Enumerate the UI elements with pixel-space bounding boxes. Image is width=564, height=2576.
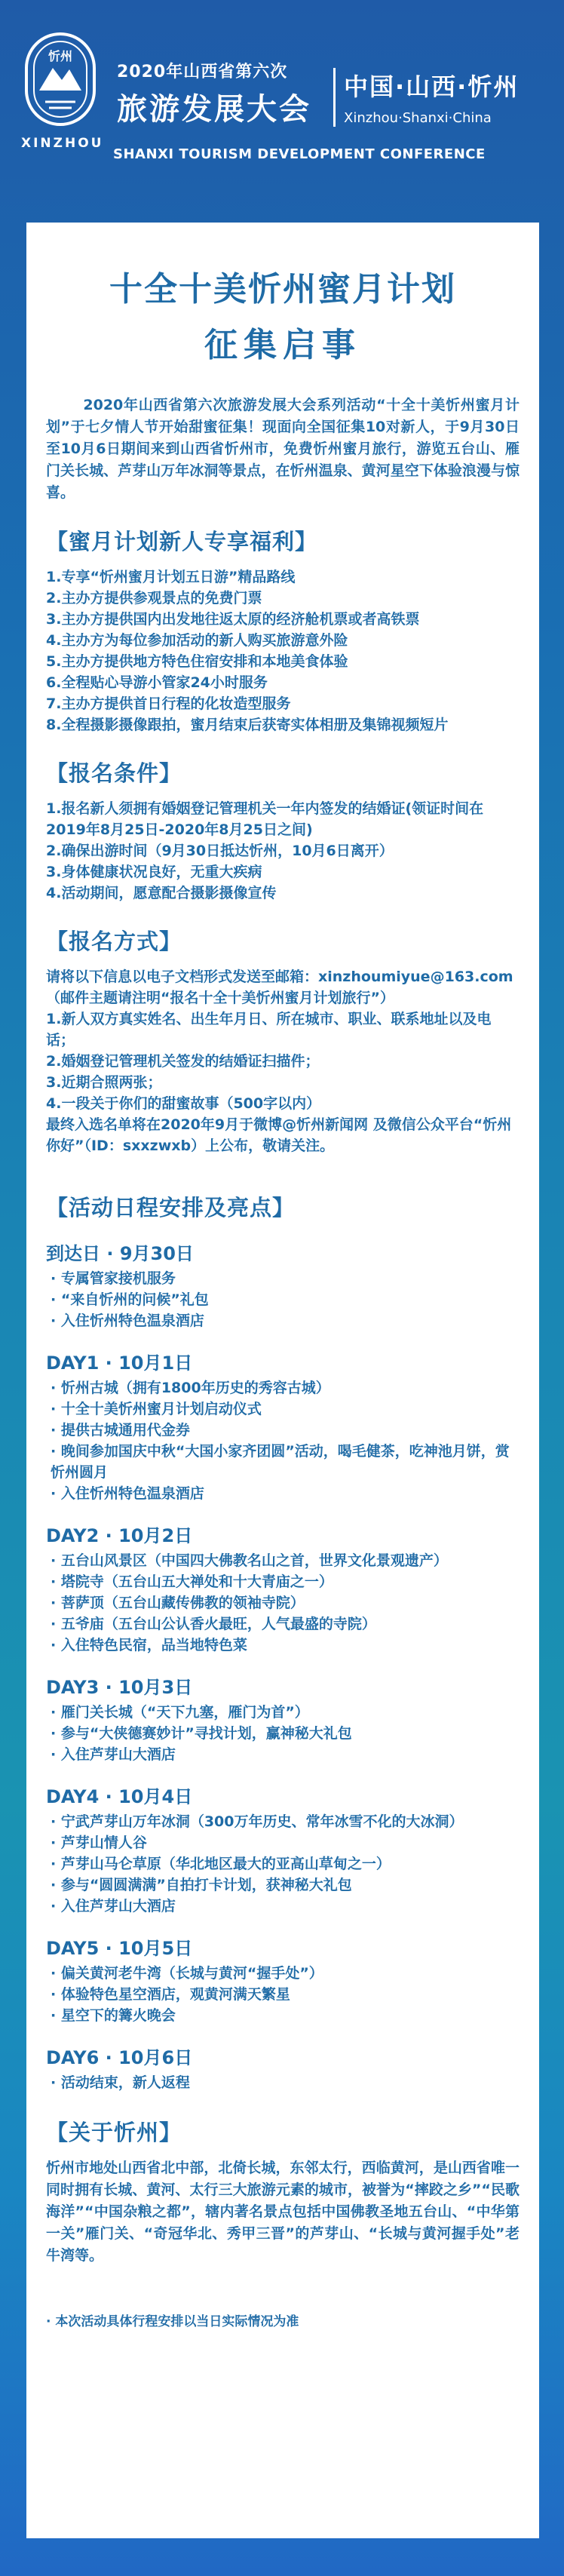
header-banner (0, 0, 564, 204)
day-item: · 芦芽山情人谷 (51, 1835, 147, 1851)
event-line2: 旅游发展大会 (117, 92, 311, 127)
list-item: 2.主办方提供参观景点的免费门票 (46, 590, 262, 606)
list-item: 1.新人双方真实姓名、出生年月日、所在城市、职业、联系地址以及电话； (46, 1011, 492, 1049)
list-item: 请将以下信息以电子文档形式发送至邮箱：xinzhoumiyue@163.com（邮件主题请注明“报名十全十美忻州蜜月计划旅行”） (46, 969, 513, 1006)
day-item: · 专属管家接机服务 (51, 1270, 176, 1287)
list-item: 8.全程摄影摄像跟拍，蜜月结束后获寄实体相册及集锦视频短片 (46, 717, 449, 733)
event-line1: 2020年山西省第六次 (117, 63, 288, 81)
list-item: 2.确保出游时间（9月30日抵达忻州，10月6日离开） (46, 843, 394, 859)
footer-note: · 本次活动具体行程安排以当日实际情况为准 (46, 2314, 299, 2329)
list-item: 5.主办方提供地方特色住宿安排和本地美食体验 (46, 653, 348, 670)
day-item: · 塔院寺（五台山五大禅处和十大青庙之一） (51, 1574, 333, 1590)
schedule-day (46, 1672, 520, 1765)
day-item: · 宁武芦芽山万年冰洞（300万年历史、常年冰雪不化的大冰洞） (51, 1813, 464, 1830)
list-item: 6.全程贴心导游小管家24小时服务 (46, 674, 268, 691)
day-item: · 入住忻州特色温泉酒店 (51, 1313, 204, 1329)
list-item: 1.专享“忻州蜜月计划五日游”精品路线 (46, 569, 296, 585)
list-item: 3.近期合照两张； (46, 1074, 162, 1091)
schedule-day (46, 1521, 520, 1656)
schedule-title: 【活动日程安排及亮点】 (46, 1195, 296, 1220)
day-item: · 十全十美忻州蜜月计划启动仪式 (51, 1401, 262, 1417)
day-item: · 晚间参加国庆中秋“大国小家齐团圆”活动，喝毛健茶，吃神池月饼，赏忻州圆月 (51, 1443, 510, 1481)
day-item: · 入住芦芽山大酒店 (51, 1746, 176, 1763)
day-item: · 星空下的篝火晚会 (51, 2007, 176, 2024)
logo-text: XINZHOU (21, 136, 104, 151)
day-title: DAY5 · 10月5日 (46, 1938, 193, 1959)
event-title (117, 59, 311, 128)
day-title: 到达日 · 9月30日 (46, 1243, 194, 1264)
schedule-day (46, 1239, 520, 1331)
xinzhou-logo-icon (23, 30, 98, 143)
day-item: · 入住特色民宿，品当地特色菜 (51, 1637, 247, 1653)
schedule-day (46, 1348, 520, 1504)
content-card (26, 223, 539, 2538)
header-divider (333, 68, 336, 127)
day-title: DAY3 · 10月3日 (46, 1677, 193, 1698)
intro-paragraph: 2020年山西省第六次旅游发展大会系列活动“十全十美忻州蜜月计划”于七夕情人节开始甜蜜征集！现面向全国征集10对新人，于9月30日至10月6日期间来到山西省忻州市，免费忻州蜜月旅行，游览五台山、雁门关长城、芦芽山万年冰洞等景点，在忻州温泉、黄河星空下体验浪漫与惊喜。 (46, 397, 520, 501)
list-item: 1.报名新人须拥有婚姻登记管理机关一年内签发的结婚证(领证时间在2019年8月25日-2020年8月25日之间) (46, 800, 484, 838)
day-item: · 入住忻州特色温泉酒店 (51, 1485, 204, 1502)
page-subtitle: 征集启事 (204, 326, 361, 364)
list-item: 3.主办方提供国内出发地往返太原的经济舱机票或者高铁票 (46, 611, 420, 628)
conference-name-en: SHANXI TOURISM DEVELOPMENT CONFERENCE (113, 146, 486, 162)
svg-text:忻州: 忻州 (48, 49, 73, 63)
benefits-list (46, 566, 520, 735)
list-item: 最终入选名单将在2020年9月于微博@忻州新闻网 及微信公众平台“忻州你好”（ID：sxxzwxb）上公布，敬请关注。 (46, 1116, 512, 1154)
benefits-title: 【蜜月计划新人专享福利】 (46, 529, 318, 554)
apply-list (46, 966, 520, 1156)
schedule-day (46, 1782, 520, 1917)
day-item: · 忻州古城（拥有1800年历史的秀容古城） (51, 1380, 330, 1396)
conditions-title: 【报名条件】 (46, 760, 182, 786)
day-item: · 活动结束，新人返程 (51, 2074, 190, 2091)
location-en: Xinzhou·Shanxi·China (344, 110, 492, 126)
schedule-day (46, 2043, 520, 2093)
day-item: · 菩萨顶（五台山藏传佛教的领袖寺院） (51, 1595, 305, 1611)
conditions-list (46, 798, 520, 904)
location-cn: 中国·山西·忻州 (344, 72, 520, 101)
list-item: 4.主办方为每位参加活动的新人购买旅游意外险 (46, 632, 348, 649)
day-item: · 五台山风景区（中国四大佛教名山之首，世界文化景观遗产） (51, 1552, 448, 1569)
day-item: · 雁门关长城（“天下九塞，雁门为首”） (51, 1704, 309, 1721)
day-item: · 五爷庙（五台山公认香火最旺，人气最盛的寺院） (51, 1616, 376, 1632)
day-item: · 参与“圆圆满满”自拍打卡计划，获神秘大礼包 (51, 1877, 352, 1893)
day-item: · 入住芦芽山大酒店 (51, 1898, 176, 1914)
about-title: 【关于忻州】 (46, 2120, 182, 2145)
apply-title: 【报名方式】 (46, 929, 182, 954)
day-item: · 参与“大侠德赛妙计”寻找计划，赢神秘大礼包 (51, 1725, 352, 1742)
day-item: · “来自忻州的问候”礼包 (51, 1291, 209, 1308)
day-title: DAY6 · 10月6日 (46, 2047, 193, 2068)
list-item: 7.主办方提供首日行程的化妆造型服务 (46, 695, 291, 712)
about-paragraph: 忻州市地处山西省北中部，北倚长城，东邻太行，西临黄河，是山西省唯一同时拥有长城、黄河、太行三大旅游元素的城市，被誉为“摔跤之乡”“民歌海洋”“中国杂粮之都”，辖内著名景点包括中国佛教圣地五台山、“中华第一关”雁门关、“奇冠华北、秀甲三晋”的芦芽山、“长城与黄河握手处”老牛湾等。 (46, 2160, 520, 2264)
day-item: · 芦芽山马仑草原（华北地区最大的亚高山草甸之一） (51, 1856, 391, 1872)
day-title: DAY2 · 10月2日 (46, 1525, 193, 1546)
schedule-day (46, 1933, 520, 2026)
day-item: · 提供古城通用代金券 (51, 1422, 190, 1438)
day-item: · 体验特色星空酒店，观黄河满天繁星 (51, 1986, 290, 2003)
day-item: · 偏关黄河老牛湾（长城与黄河“握手处”） (51, 1965, 323, 1982)
list-item: 4.一段关于你们的甜蜜故事（500字以内） (46, 1095, 321, 1112)
list-item: 3.身体健康状况良好，无重大疾病 (46, 864, 262, 880)
day-title: DAY4 · 10月4日 (46, 1786, 193, 1807)
page-title: 十全十美忻州蜜月计划 (109, 270, 456, 309)
list-item: 2.婚姻登记管理机关签发的结婚证扫描件； (46, 1053, 320, 1070)
list-item: 4.活动期间，愿意配合摄影摄像宣传 (46, 885, 277, 901)
event-location (344, 68, 519, 126)
day-title: DAY1 · 10月1日 (46, 1352, 193, 1374)
